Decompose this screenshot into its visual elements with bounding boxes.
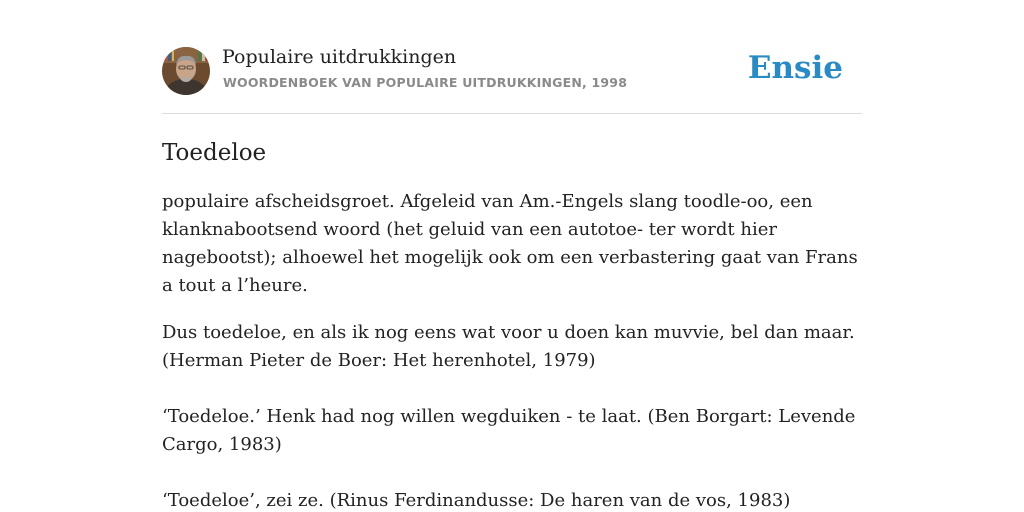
entry-header — [162, 44, 862, 114]
examples-list — [162, 319, 862, 512]
example-quote: Dus toedeloe, en als ik nog eens wat voor u doen kan muvvie, bel dan maar. (Herman Pieter de Boer: Het herenhotel, 1979) — [162, 322, 855, 371]
example-quote: ‘Toedeloe’, zei ze. (Rinus Ferdinandusse: De haren van de vos, 1983) — [162, 490, 791, 511]
author-portrait-icon — [162, 47, 210, 95]
author-avatar[interactable] — [162, 47, 210, 95]
example-quote: ‘Toedeloe.’ Henk had nog willen wegduiken - te laat. (Ben Borgart: Levende Cargo, 1983) — [162, 406, 856, 455]
entry-title: Toedeloe — [162, 140, 267, 166]
brand-logo[interactable]: Ensie — [747, 50, 843, 86]
entry-definition: populaire afscheidsgroet. Afgeleid van Am.-Engels slang toodle-oo, een klanknabootsend woord (het geluid van een autotoe- ter wordt hier nagebootst); alhoewel het mogelijk ook om een verbastering gaat van Frans a tout a l’heure. — [162, 191, 858, 296]
source-subtitle: WOORDENBOEK VAN POPULAIRE UITDRUKKINGEN, 1998 — [223, 75, 628, 90]
source-name[interactable]: Populaire uitdrukkingen — [222, 46, 457, 68]
entry-card — [162, 44, 862, 512]
